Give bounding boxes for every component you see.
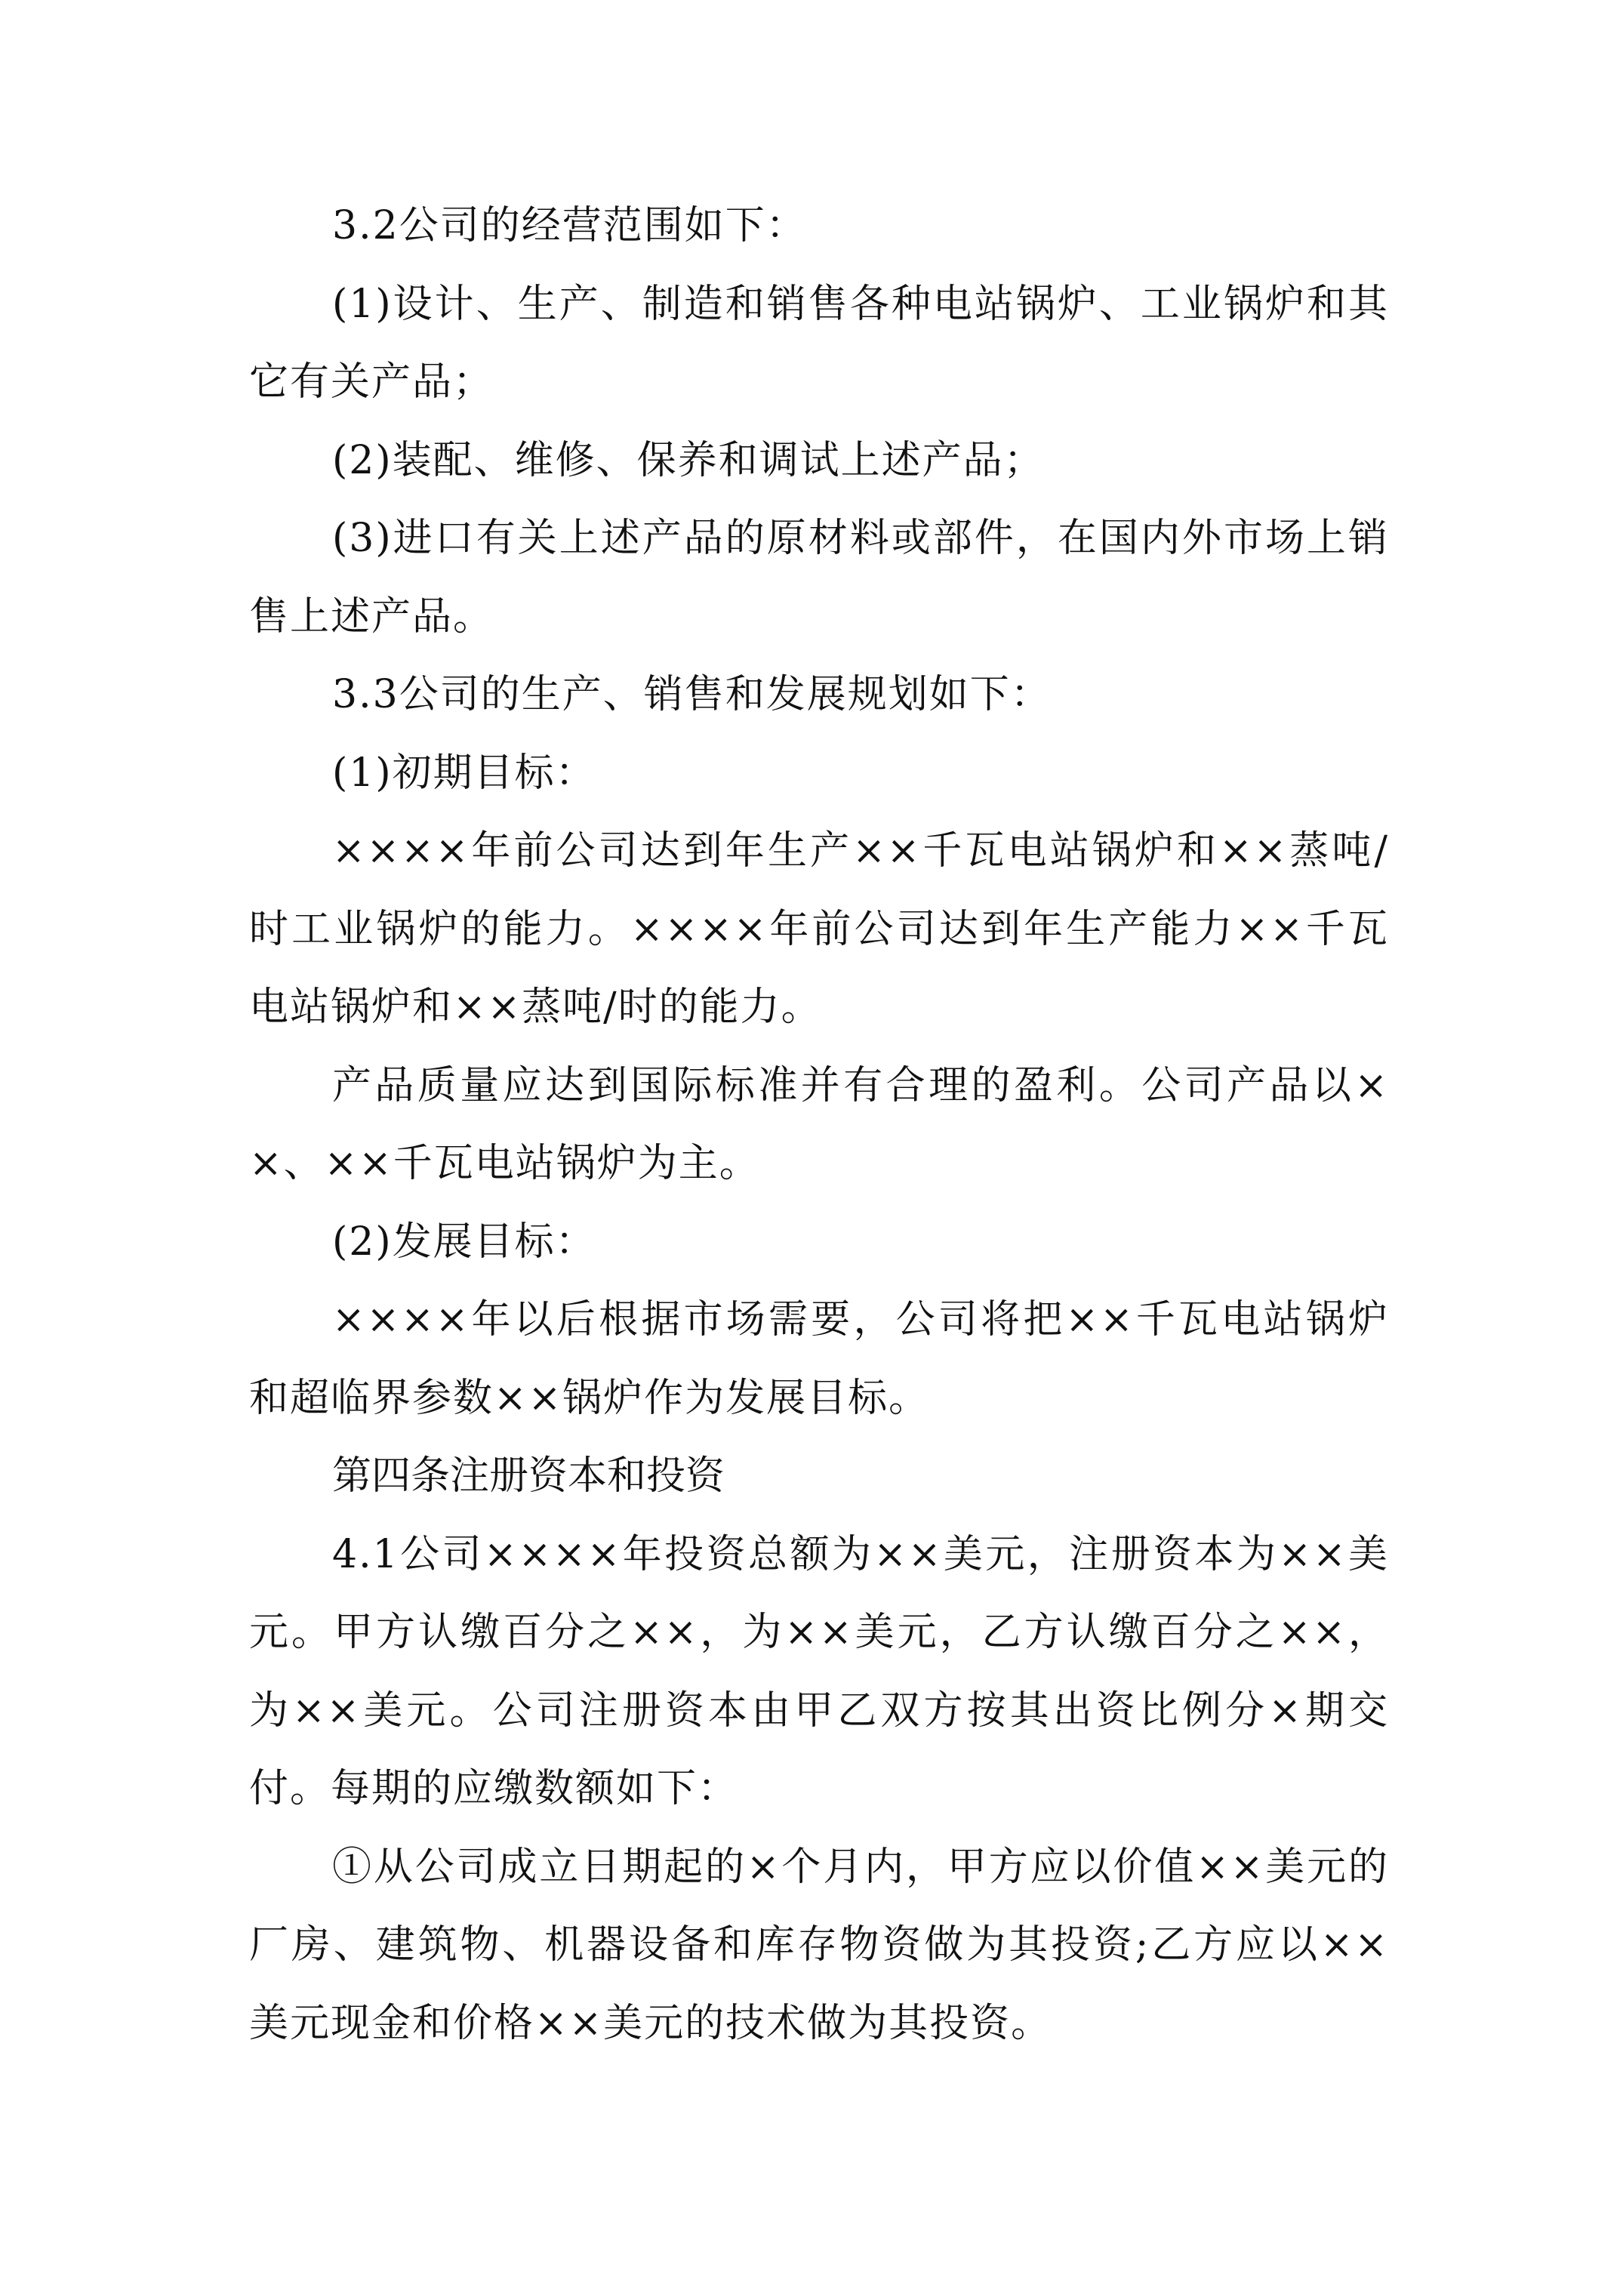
document-body	[249, 187, 1389, 2063]
paragraph-item-2-assembly-maintenance: (2)装配、维修、保养和调试上述产品；	[332, 437, 1045, 483]
paragraph-3-3-development-plan: 3.3公司的生产、销售和发展规划如下：	[332, 672, 1052, 717]
paragraph-3-2-business-scope: 3.2公司的经营范围如下：	[332, 203, 807, 248]
article-4-heading: 第四条注册资本和投资	[332, 1453, 725, 1499]
paragraph-quality-requirement: 产品质量应达到国际标准并有合理的盈利。公司产品以××、××千瓦电站锅炉为主。	[249, 1062, 1389, 1186]
paragraph-development-goal-heading: (2)发展目标：	[332, 1219, 596, 1265]
paragraph-item-3-import-sales: (3)进口有关上述产品的原材料或部件，在国内外市场上销售上述产品。	[249, 516, 1389, 639]
paragraph-development-goal-detail: ××××年以后根据市场需要，公司将把××千瓦电站锅炉和超临界参数××锅炉作为发展目标。	[249, 1297, 1389, 1421]
paragraph-initial-goal-capacity: ××××年前公司达到年生产××千瓦电站锅炉和××蒸吨/时工业锅炉的能力。××××年前公司达到年生产能力××千瓦电站锅炉和××蒸吨/时的能力。	[249, 828, 1389, 1030]
paragraph-initial-goal-heading: (1)初期目标：	[332, 750, 596, 796]
paragraph-installment-1: ①从公司成立日期起的×个月内，甲方应以价值××美元的厂房、建筑物、机器设备和库存物资做为其投资;乙方应以××美元现金和价格××美元的技术做为其投资。	[249, 1844, 1389, 2046]
paragraph-4-1-registered-capital: 4.1公司××××年投资总额为××美元，注册资本为××美元。甲方认缴百分之××，为××美元，乙方认缴百分之××，为××美元。公司注册资本由甲乙双方按其出资比例分×期交付。每期的应缴数额如下：	[249, 1531, 1389, 1811]
paragraph-item-1-design-production: (1)设计、生产、制造和销售各种电站锅炉、工业锅炉和其它有关产品；	[249, 281, 1389, 405]
